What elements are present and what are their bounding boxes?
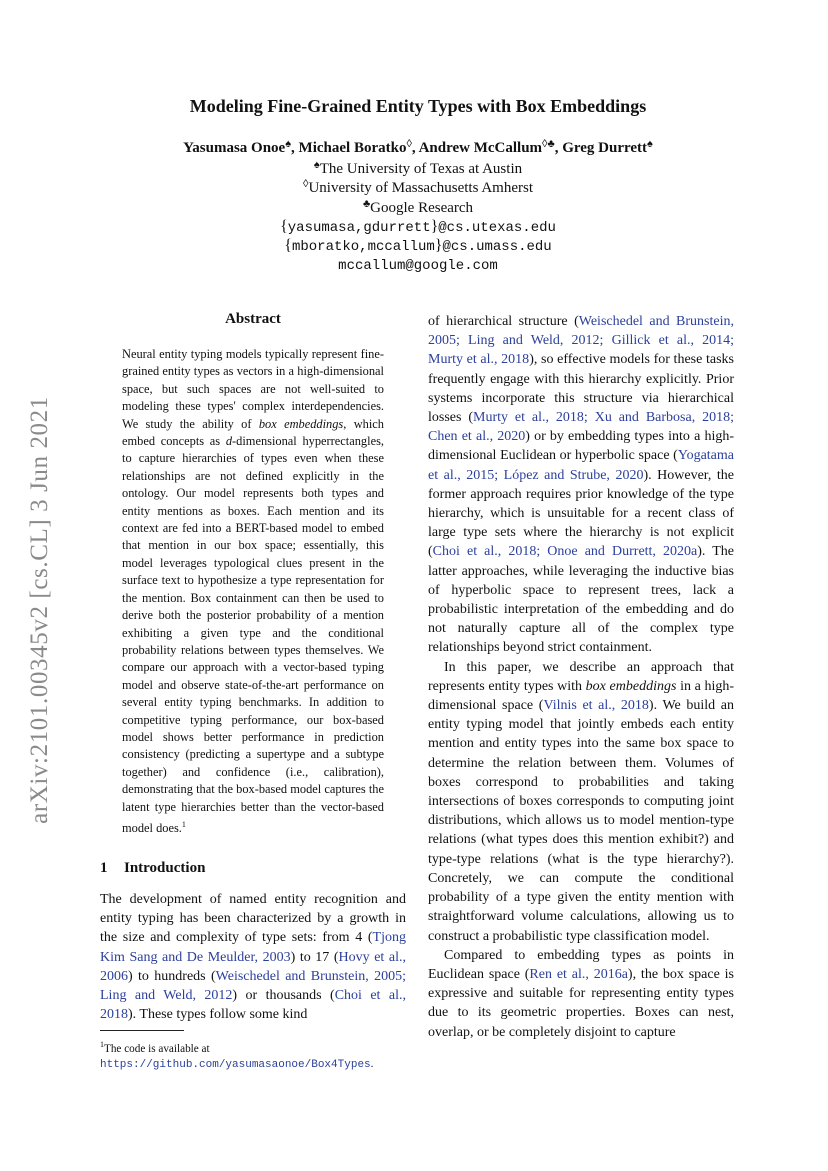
emphasis: box embeddings [585,678,677,694]
author-name: Yasumasa Onoe [183,140,286,156]
footnote-rule [100,1030,184,1031]
email-address: mccallum@google.com [338,258,498,274]
abstract-text: Neural entity typing models typically represent fine-grained entity types as vectors in a high-dimensional space, but such spaces are not well-suited to modeling these types' complex interdependencies. We study the ability of box embeddings, which embed concepts as d-dimensional hyperrectangles, to capture hierarchies of types even when these relationships are not defined explicitly in the ontology. Our model represents both types and entity mentions as boxes. Each mention and its context are fed into a BERT-based model to embed that mention in our box space; essentially, this model leverages typological clues present in the surface text to hypothesize a type representation for the mention. Box containment can then be used to derive both the posterior probability of a mention exhibiting a given type and the conditional probability relations between types themselves. We compare our approach with a vector-based typing model and observe state-of-the-art performance on several entity typing benchmarks. In addition to competitive typing performance, our box-based model shows better performance in prediction consistency (predicting a supertype and a subtype together) and confidence (i.e., calibration), demonstrating that the box-based model captures the latent type hierarchies better than the vector-based model does.$^1$ [122,347,384,835]
right-column [428,312,734,1042]
intro-paragraph-left: The development of named entity recognition and entity typing has been characterized by a growth in the size and complexity of type sets: from 4 (Tjong Kim Sang and De Meulder, 2003) to 17 (Hovy et al., 2006) to hundreds (Weischedel and Brunstein, 2005; Ling and Weld, 2012) or thousands (Choi et al., 2018). These types follow some kind [100,892,406,1023]
affiliation-name: Google Research [370,200,474,216]
footnote-mark: 1 [181,819,186,829]
affiliation [100,198,736,217]
affiliation [100,159,736,178]
paragraph: Compared to embedding types as points in Euclidean space (Ren et al., 2016a), the box space is expressive and suitable for representing entity types due to its geometric properties. Boxes can nest, overlap, or be completely disjoint to capture [428,947,734,1040]
email-line [100,258,736,274]
emphasis: box embeddings [258,416,344,431]
author-mark: ♠ [285,138,292,150]
paragraph: of hierarchical structure (Weischedel and Brunstein, 2005; Ling and Weld, 2012; Gillick et al., 2014; Murty et al., 2018), so effective models for these tasks frequently engage with this hierarchy explicitly. Prior systems incorporate this structure via hierarchical losses (Murty et al., 2018; Xu and Barbosa, 2018; Chen et al., 2020) or by embedding types into a high-dimensional Euclidean or hyperbolic space (Yogatama et al., 2015; López and Strube, 2020). However, the former approach requires prior knowledge of the type hierarchy, which is unsuitable for a recent class of large type sets where the hierarchy is not explicit (Choi et al., 2018; Onoe and Durrett, 2020a). The latter approaches, while leveraging the inductive bias of hyperbolic space to represent trees, lack a probabilistic interpretation of the embedding and do not naturally capture all of the complex type relationships beyond strict containment. [428,314,735,656]
citation-link[interactable]: Murty et al., 2018; Xu and Barbosa, 2018; Chen et al., 2020 [428,410,734,445]
affiliation-mark: ♠ [313,159,320,171]
citation-link[interactable]: Weischedel and Brunstein, 2005; Ling and Weld, 2012; Gillick et al., 2014; Murty et al., 2018 [428,314,734,368]
paragraph: In this paper, we describe an approach that represents entity types with box embeddings in a high-dimensional space (Vilnis et al., 2018). We build an entity typing model that jointly embeds each entity mention and entity types into the same box space to determine the relation between them. Volumes of boxes correspond to probabilities and taking intersections of boxes corresponds to computing joint distributions, which allows us to model mention-type relations (what types does this mention exhibit?) and type-type relations (what is the type hierarchy?). Concretely, we can compute the conditional probability of a type given the entity mention with straightforward volume calculations, allowing us to construct a probabilistic type classification model. [428,659,735,944]
footnote: $^1$The code is available at https://github.com/yasumasaonoe/Box4Types. [100,1040,374,1071]
footnote-mark: 1 [100,1040,104,1049]
affiliation-name: The University of Texas at Austin [319,161,523,177]
arxiv-id: arXiv:2101.00345v2 [cs.CL] 3 Jun 2021 [26,396,53,824]
citation-link[interactable]: Choi et al., 2018; Onoe and Durrett, 2020a [432,544,698,560]
email-domain: @cs.umass.edu [442,239,552,255]
author-name: Michael Boratko [298,140,407,156]
email-users: mboratko,mccallum [291,239,435,255]
email-domain: @cs.utexas.edu [438,220,556,236]
affiliation [100,178,736,197]
email-users: yasumasa,gdurrett [287,220,431,236]
citation-link[interactable]: Ren et al., 2016a [529,966,628,982]
section-heading [100,860,205,877]
citation-link[interactable]: Weischedel and Brunstein, 2005; Ling and Weld, 2012 [100,968,406,1004]
email-line: {mboratko,mccallum}@cs.umass.edu [284,237,552,255]
citation-link[interactable]: Vilnis et al., 2018 [543,698,649,714]
citation-link[interactable]: Hovy et al., 2006 [100,949,406,984]
section-number: 1 [100,860,108,876]
arxiv-stamp [20,380,60,840]
emphasis: d [225,434,233,449]
affiliation-mark: ♣ [362,198,371,210]
section-title: Introduction [124,860,206,876]
author-mark: ◊ [406,138,412,150]
author-name: Greg Durrett [562,140,648,156]
affiliation-name: University of Massachusetts Amherst [308,180,533,196]
abstract-heading: Abstract [225,311,281,327]
affiliation-mark: ◊ [303,178,309,190]
citation-link[interactable]: Yogatama et al., 2015; López and Strube, 2020 [428,448,734,483]
paper-title: Modeling Fine-Grained Entity Types with Box Embeddings [189,96,647,116]
citation-link[interactable]: Tjong Kim Sang and De Meulder, 2003 [100,930,406,965]
email-line: {yasumasa,gdurrett}@cs.utexas.edu [280,218,556,236]
code-url-link[interactable]: https://github.com/yasumasaonoe/Box4Types [100,1059,371,1071]
author-mark: ♠ [647,138,653,150]
citation-link[interactable]: Choi et al., 2018 [100,988,406,1023]
author-list: Yasumasa Onoe♠, Michael Boratko◊, Andrew McCallum◊♣, Greg Durrett♠ [183,138,653,156]
author-mark: ◊♣ [542,138,555,150]
author-name: Andrew McCallum [418,140,543,156]
